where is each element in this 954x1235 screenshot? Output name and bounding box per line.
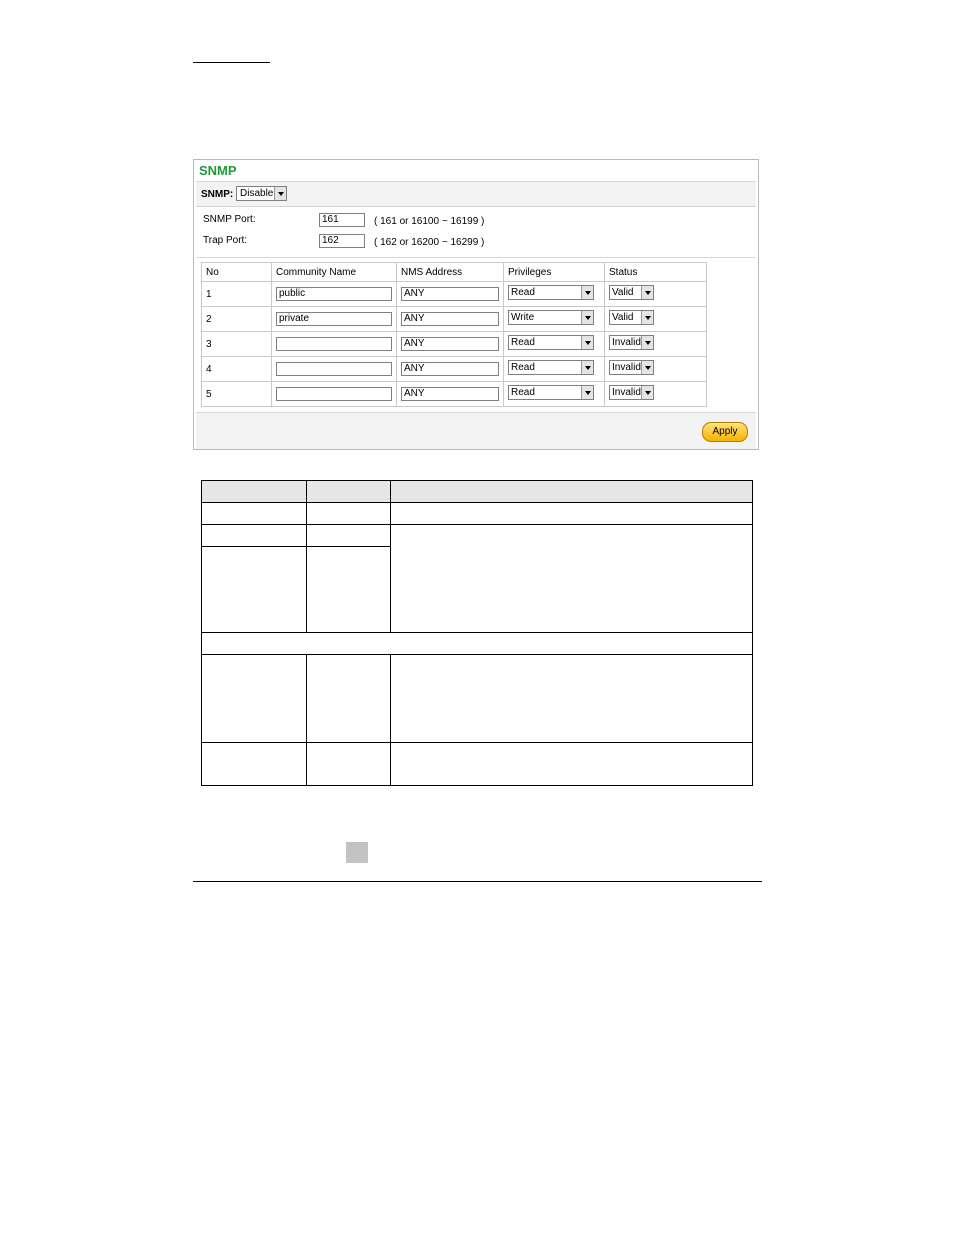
- description-table: [201, 480, 753, 786]
- chevron-down-icon: [641, 361, 653, 374]
- community-name-input[interactable]: [276, 362, 392, 376]
- status-select[interactable]: Valid: [609, 285, 654, 300]
- desc-cell: [307, 525, 391, 547]
- trap-port-range: ( 162 or 16200 ~ 16299 ): [374, 237, 485, 248]
- table-row: [202, 382, 707, 407]
- community-name-input[interactable]: [276, 387, 392, 401]
- community-name-input[interactable]: public: [276, 287, 392, 301]
- nms-address-input[interactable]: ANY: [401, 287, 499, 301]
- col-nms-header: NMS Address: [397, 263, 504, 282]
- desc-cell: [307, 547, 391, 633]
- privileges-select[interactable]: Write: [508, 310, 594, 325]
- privileges-select[interactable]: Read: [508, 385, 594, 400]
- snmp-panel: [193, 159, 759, 450]
- status-select[interactable]: Invalid: [609, 385, 654, 400]
- col-no-header: No: [202, 263, 272, 282]
- col-status-header: Status: [605, 263, 707, 282]
- privileges-select[interactable]: Read: [508, 285, 594, 300]
- snmp-port-range: ( 161 or 16100 ~ 16199 ): [374, 216, 485, 227]
- desc-header-cell: [202, 481, 307, 503]
- community-table: [201, 262, 707, 407]
- top-underline: [193, 62, 270, 63]
- desc-cell: [307, 655, 391, 743]
- nms-address-input[interactable]: ANY: [401, 312, 499, 326]
- desc-cell: [202, 525, 307, 547]
- row-no: 5: [202, 382, 272, 407]
- trap-port-label: Trap Port:: [203, 235, 248, 246]
- privileges-select[interactable]: Read: [508, 335, 594, 350]
- gray-marker-box: [346, 842, 368, 863]
- desc-cell: [391, 525, 753, 633]
- snmp-port-input[interactable]: 161: [319, 213, 365, 227]
- nms-address-input[interactable]: ANY: [401, 362, 499, 376]
- table-row: [202, 307, 707, 332]
- desc-cell: [202, 547, 307, 633]
- snmp-label: SNMP:: [201, 189, 234, 200]
- status-select[interactable]: Invalid: [609, 335, 654, 350]
- row-no: 4: [202, 357, 272, 382]
- community-name-input[interactable]: private: [276, 312, 392, 326]
- chevron-down-icon: [641, 336, 653, 349]
- status-select[interactable]: Invalid: [609, 360, 654, 375]
- row-no: 1: [202, 282, 272, 307]
- chevron-down-icon: [641, 286, 653, 299]
- panel-title: SNMP: [199, 163, 237, 178]
- desc-cell: [307, 503, 391, 525]
- trap-port-input[interactable]: 162: [319, 234, 365, 248]
- snmp-toggle-row: [196, 181, 756, 207]
- chevron-down-icon: [581, 286, 593, 299]
- apply-button[interactable]: Apply: [702, 422, 748, 442]
- row-no: 3: [202, 332, 272, 357]
- col-community-header: Community Name: [272, 263, 397, 282]
- community-grid-zone: [196, 257, 756, 412]
- desc-cell: [202, 743, 307, 786]
- table-row: [202, 332, 707, 357]
- chevron-down-icon: [641, 311, 653, 324]
- chevron-down-icon: [581, 336, 593, 349]
- desc-cell: [307, 743, 391, 786]
- ports-section: [196, 206, 756, 256]
- status-select[interactable]: Valid: [609, 310, 654, 325]
- desc-header-cell: [307, 481, 391, 503]
- desc-cell: [202, 655, 307, 743]
- col-privileges-header: Privileges: [504, 263, 605, 282]
- desc-cell: [391, 743, 753, 786]
- desc-header-cell: [391, 481, 753, 503]
- bottom-rule: [193, 881, 762, 882]
- desc-cell: [391, 655, 753, 743]
- nms-address-input[interactable]: ANY: [401, 337, 499, 351]
- panel-footer: [196, 412, 756, 449]
- chevron-down-icon: [641, 386, 653, 399]
- snmp-enable-select[interactable]: Disable: [236, 186, 287, 201]
- privileges-select[interactable]: Read: [508, 360, 594, 375]
- row-no: 2: [202, 307, 272, 332]
- desc-section-row: [202, 633, 753, 655]
- chevron-down-icon: [274, 187, 286, 200]
- snmp-port-label: SNMP Port:: [203, 214, 256, 225]
- desc-cell: [202, 503, 307, 525]
- chevron-down-icon: [581, 311, 593, 324]
- chevron-down-icon: [581, 361, 593, 374]
- community-name-input[interactable]: [276, 337, 392, 351]
- nms-address-input[interactable]: ANY: [401, 387, 499, 401]
- desc-cell: [391, 503, 753, 525]
- chevron-down-icon: [581, 386, 593, 399]
- table-row: [202, 282, 707, 307]
- table-row: [202, 357, 707, 382]
